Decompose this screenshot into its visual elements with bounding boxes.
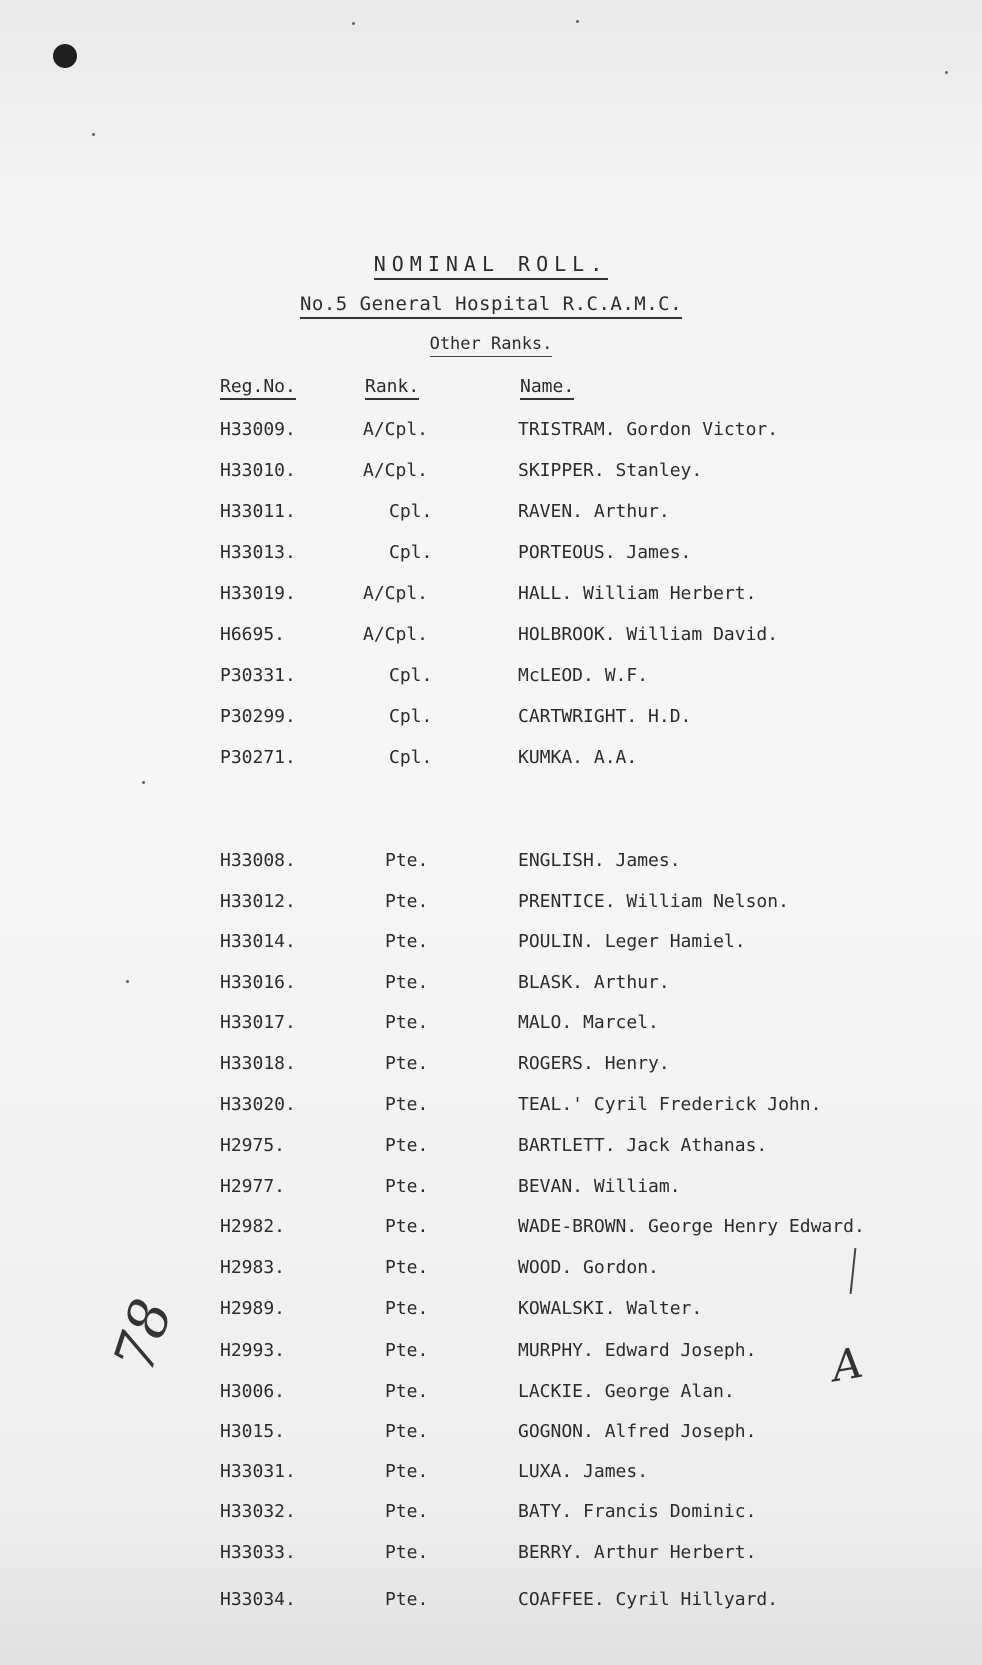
speck [142, 781, 145, 784]
roll-row [0, 1094, 982, 1118]
roll-row [0, 706, 982, 730]
rank: Pte. [385, 1216, 429, 1237]
section-heading-text: Other Ranks. [430, 334, 553, 357]
soldier-name: MURPHY. Edward Joseph. [518, 1340, 757, 1361]
reg-number: H33032. [220, 1501, 296, 1522]
reg-number: H2989. [220, 1298, 286, 1319]
roll-row [0, 1542, 982, 1566]
reg-number: H33013. [220, 542, 296, 563]
speck [945, 71, 948, 74]
soldier-name: SKIPPER. Stanley. [518, 460, 703, 481]
roll-row [0, 850, 982, 874]
soldier-name: ENGLISH. James. [518, 850, 681, 871]
reg-number: H33011. [220, 501, 296, 522]
soldier-name: HOLBROOK. William David. [518, 624, 779, 645]
reg-number: H33017. [220, 1012, 296, 1033]
reg-number: H33012. [220, 891, 296, 912]
rank: Pte. [385, 1542, 429, 1563]
rank: Pte. [385, 1589, 429, 1610]
roll-row [0, 747, 982, 771]
rank: Pte. [385, 1340, 429, 1361]
reg-number: H2975. [220, 1135, 286, 1156]
reg-number: H33033. [220, 1542, 296, 1563]
reg-number: P30331. [220, 665, 296, 686]
roll-title [0, 252, 982, 280]
soldier-name: COAFFEE. Cyril Hillyard. [518, 1589, 779, 1610]
roll-row [0, 891, 982, 915]
roll-row [0, 1501, 982, 1525]
soldier-name: WADE-BROWN. George Henry Edward. [518, 1216, 865, 1237]
handwritten-annotation: 78 [101, 1291, 186, 1380]
roll-row [0, 1257, 982, 1281]
soldier-name: HALL. William Herbert. [518, 583, 757, 604]
roll-row [0, 460, 982, 484]
rank: Cpl. [389, 747, 433, 768]
rank: Pte. [385, 850, 429, 871]
roll-row [0, 1216, 982, 1240]
reg-number: P30271. [220, 747, 296, 768]
rank: Pte. [385, 1298, 429, 1319]
rank: A/Cpl. [363, 583, 429, 604]
reg-number: H33016. [220, 972, 296, 993]
roll-row [0, 1135, 982, 1159]
rank: Pte. [385, 1176, 429, 1197]
reg-number: P30299. [220, 706, 296, 727]
rank: Pte. [385, 1012, 429, 1033]
soldier-name: PORTEOUS. James. [518, 542, 692, 563]
unit-heading-text: No.5 General Hospital R.C.A.M.C. [300, 293, 682, 319]
reg-number: H33010. [220, 460, 296, 481]
rank: Pte. [385, 1501, 429, 1522]
soldier-name: RAVEN. Arthur. [518, 501, 670, 522]
rank: Pte. [385, 972, 429, 993]
roll-row [0, 583, 982, 607]
roll-row [0, 1053, 982, 1077]
speck [576, 20, 579, 23]
soldier-name: CARTWRIGHT. H.D. [518, 706, 692, 727]
soldier-name: LACKIE. George Alan. [518, 1381, 735, 1402]
column-header-reg-no: Reg.No. [220, 376, 296, 400]
soldier-name: TEAL.' Cyril Frederick John. [518, 1094, 822, 1115]
reg-number: H6695. [220, 624, 286, 645]
roll-row [0, 501, 982, 525]
roll-row [0, 931, 982, 955]
reg-number: H2983. [220, 1257, 286, 1278]
soldier-name: PRENTICE. William Nelson. [518, 891, 789, 912]
reg-number: H3006. [220, 1381, 286, 1402]
roll-row [0, 1176, 982, 1200]
roll-row [0, 1421, 982, 1445]
soldier-name: BERRY. Arthur Herbert. [518, 1542, 757, 1563]
speck [92, 133, 95, 136]
roll-row [0, 624, 982, 648]
rank: Cpl. [389, 706, 433, 727]
reg-number: H33031. [220, 1461, 296, 1482]
rank: A/Cpl. [363, 419, 429, 440]
soldier-name: GOGNON. Alfred Joseph. [518, 1421, 757, 1442]
rank: Pte. [385, 891, 429, 912]
punch-hole [53, 44, 77, 68]
reg-number: H33009. [220, 419, 296, 440]
roll-row [0, 542, 982, 566]
soldier-name: MALO. Marcel. [518, 1012, 659, 1033]
soldier-name: KOWALSKI. Walter. [518, 1298, 703, 1319]
rank: Cpl. [389, 665, 433, 686]
reg-number: H2993. [220, 1340, 286, 1361]
reg-number: H33034. [220, 1589, 296, 1610]
column-header-rank: Rank. [365, 376, 419, 400]
soldier-name: BEVAN. William. [518, 1176, 681, 1197]
roll-title-text: NOMINAL ROLL. [374, 252, 609, 280]
rank: Pte. [385, 1094, 429, 1115]
roll-row [0, 972, 982, 996]
rank: Pte. [385, 1461, 429, 1482]
soldier-name: WOOD. Gordon. [518, 1257, 659, 1278]
reg-number: H33020. [220, 1094, 296, 1115]
rank: Pte. [385, 1053, 429, 1074]
rank: A/Cpl. [363, 624, 429, 645]
column-header-name: Name. [520, 376, 574, 400]
soldier-name: BLASK. Arthur. [518, 972, 670, 993]
reg-number: H2982. [220, 1216, 286, 1237]
unit-heading [0, 293, 982, 319]
soldier-name: BATY. Francis Dominic. [518, 1501, 757, 1522]
reg-number: H2977. [220, 1176, 286, 1197]
soldier-name: LUXA. James. [518, 1461, 649, 1482]
rank: Cpl. [389, 542, 433, 563]
soldier-name: KUMKA. A.A. [518, 747, 638, 768]
roll-row [0, 1012, 982, 1036]
soldier-name: BARTLETT. Jack Athanas. [518, 1135, 768, 1156]
speck [352, 22, 355, 25]
rank: Pte. [385, 1381, 429, 1402]
rank: Pte. [385, 1135, 429, 1156]
roll-row [0, 419, 982, 443]
reg-number: H33018. [220, 1053, 296, 1074]
handwritten-mark: A [827, 1337, 867, 1392]
reg-number: H33014. [220, 931, 296, 952]
roll-row [0, 1589, 982, 1613]
rank: Pte. [385, 1421, 429, 1442]
rank: Cpl. [389, 501, 433, 522]
rank: A/Cpl. [363, 460, 429, 481]
reg-number: H3015. [220, 1421, 286, 1442]
roll-row [0, 665, 982, 689]
section-heading [0, 334, 982, 357]
soldier-name: POULIN. Leger Hamiel. [518, 931, 746, 952]
roll-row [0, 1461, 982, 1485]
rank: Pte. [385, 1257, 429, 1278]
soldier-name: TRISTRAM. Gordon Victor. [518, 419, 779, 440]
rank: Pte. [385, 931, 429, 952]
reg-number: H33019. [220, 583, 296, 604]
reg-number: H33008. [220, 850, 296, 871]
soldier-name: McLEOD. W.F. [518, 665, 649, 686]
soldier-name: ROGERS. Henry. [518, 1053, 670, 1074]
